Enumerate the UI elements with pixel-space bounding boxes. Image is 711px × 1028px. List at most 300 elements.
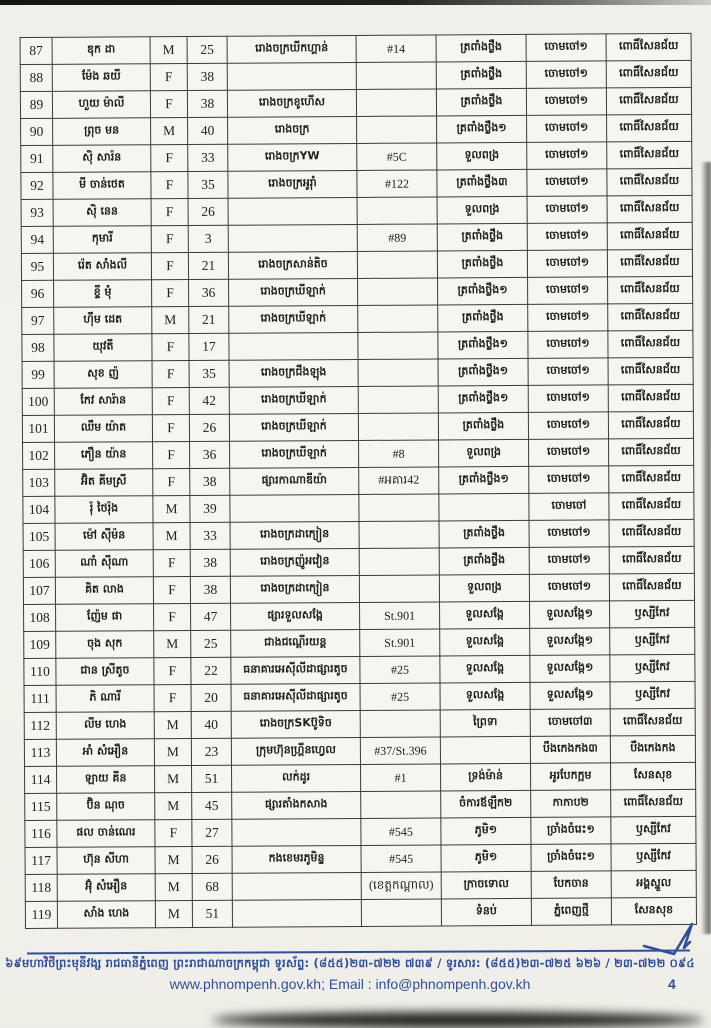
cell-name: ចុង សុក bbox=[56, 631, 154, 659]
cell-occupation: កងខេមរភូមិន្ទ bbox=[232, 845, 361, 873]
cell-district: ឫស្សីកែវ bbox=[610, 681, 695, 709]
cell-no: 89 bbox=[20, 91, 52, 118]
cell-age: 40 bbox=[191, 711, 231, 738]
cell-gender: M bbox=[150, 36, 187, 63]
cell-name: ឌុក ដា bbox=[52, 37, 150, 65]
table-row bbox=[23, 465, 694, 496]
cell-age: 17 bbox=[189, 333, 229, 360]
cell-occupation bbox=[232, 872, 361, 900]
cell-house bbox=[358, 332, 438, 359]
cell-no: 99 bbox=[22, 361, 54, 388]
cell-occupation: រោងចក្រឃីឡាក់ bbox=[229, 413, 358, 441]
cell-house: #545 bbox=[361, 818, 441, 845]
cell-age: 38 bbox=[190, 576, 230, 603]
resident-table-wrap bbox=[20, 33, 696, 929]
cell-house bbox=[359, 575, 439, 602]
cell-house: St.901 bbox=[360, 602, 440, 629]
cell-name: រ៉ុ ថៃរ៉ុង bbox=[55, 496, 153, 524]
cell-gender: F bbox=[153, 468, 190, 495]
cell-age: 33 bbox=[188, 144, 228, 171]
cell-gender: F bbox=[151, 198, 188, 225]
cell-gender: F bbox=[153, 549, 190, 576]
cell-village: ត្រពាំងថ្លឹង bbox=[437, 223, 527, 251]
table-row bbox=[21, 114, 692, 145]
cell-name: ជាន ស្រីតូច bbox=[56, 658, 154, 686]
cell-no: 94 bbox=[21, 226, 53, 253]
cell-age: 23 bbox=[191, 738, 231, 765]
cell-house: #89 bbox=[357, 224, 437, 251]
cell-name: ឡាយ គីន bbox=[57, 766, 155, 794]
cell-district: ឫស្សីកែវ bbox=[611, 816, 696, 844]
cell-commune: ចោមចៅ១ bbox=[527, 223, 607, 250]
cell-no: 87 bbox=[20, 37, 52, 64]
cell-gender: F bbox=[151, 225, 188, 252]
cell-gender: M bbox=[155, 765, 192, 792]
cell-name: កែវ សារ៉ាន bbox=[54, 388, 152, 416]
cell-occupation: រោងចក្រដាក្យៀន bbox=[230, 521, 359, 549]
cell-age: 36 bbox=[189, 279, 229, 306]
cell-village: ទួលពង្រ bbox=[439, 574, 529, 602]
cell-commune: ចោមចៅ១ bbox=[527, 142, 607, 169]
cell-district: ពោធិ៍សែនជ័យ bbox=[606, 60, 691, 88]
cell-name: អ៊ុំ សំអឿន bbox=[57, 874, 155, 902]
cell-name: ហ៊ឹម ដេត bbox=[54, 307, 152, 335]
cell-village: ក្រាចទោល bbox=[441, 871, 531, 899]
cell-no: 88 bbox=[20, 64, 52, 91]
cell-commune: ភ្នំពេញថ្មី bbox=[531, 898, 611, 925]
cell-house bbox=[358, 305, 438, 332]
table-row bbox=[24, 735, 695, 766]
cell-no: 116 bbox=[25, 820, 57, 847]
cell-name: មី ចាន់ថេត bbox=[53, 172, 151, 200]
cell-no: 102 bbox=[23, 442, 55, 469]
table-row bbox=[25, 870, 696, 901]
cell-village: ត្រពាំងថ្លឹង bbox=[436, 61, 526, 89]
cell-occupation bbox=[232, 818, 361, 846]
footer-contact: www.phnompenh.gov.kh; Email : info@phnompenh.gov.kh bbox=[169, 976, 531, 992]
cell-name: ភិ ណារី bbox=[56, 685, 154, 713]
cell-district: ពោធិ៍សែនជ័យ bbox=[609, 438, 694, 466]
scan-edge-right bbox=[701, 162, 711, 934]
cell-district: សែនសុខ bbox=[611, 897, 696, 925]
cell-commune: ចោមចៅ១ bbox=[526, 88, 606, 115]
cell-village bbox=[440, 736, 530, 764]
cell-no: 92 bbox=[21, 172, 53, 199]
cell-occupation bbox=[232, 899, 361, 927]
cell-age: 27 bbox=[192, 819, 232, 846]
cell-village: ទួលសង្កែ bbox=[440, 628, 530, 656]
table-row bbox=[21, 249, 692, 280]
cell-occupation: រោងចក្រ bbox=[228, 116, 357, 144]
table-row bbox=[24, 627, 695, 658]
cell-gender: F bbox=[153, 576, 190, 603]
cell-village: ត្រពាំងថ្លឹង bbox=[438, 412, 528, 440]
cell-district: ពោធិ៍សែនជ័យ bbox=[607, 168, 692, 196]
cell-village: ត្រពាំងថ្លឹង១ bbox=[438, 277, 528, 305]
cell-occupation: ផ្សារតាំងកសាង bbox=[232, 791, 361, 819]
cell-commune: ចោមចៅ១ bbox=[529, 574, 609, 601]
cell-commune: ទួលសង្កែ១ bbox=[530, 601, 610, 628]
cell-commune: ចោមចៅ១ bbox=[528, 304, 608, 331]
cell-village: ទំនប់ bbox=[441, 898, 531, 926]
cell-no: 110 bbox=[24, 658, 56, 685]
cell-district: ពោធិ៍សែនជ័យ bbox=[608, 411, 693, 439]
cell-commune: បែកចាន bbox=[531, 871, 611, 898]
cell-house: #122 bbox=[357, 170, 437, 197]
cell-village: ត្រពាំងថ្លឹង bbox=[436, 88, 526, 116]
cell-occupation bbox=[229, 332, 358, 360]
cell-age: 26 bbox=[188, 198, 228, 225]
cell-district: ពោធិ៍សែនជ័យ bbox=[606, 33, 691, 61]
table-row bbox=[21, 222, 692, 253]
cell-commune: ចោមចៅ១ bbox=[529, 466, 609, 493]
cell-no: 118 bbox=[25, 874, 57, 901]
cell-no: 91 bbox=[21, 145, 53, 172]
cell-commune: ចោមចៅ១ bbox=[527, 196, 607, 223]
cell-gender: F bbox=[152, 333, 189, 360]
cell-commune: ច្រាំងចំរេះ១ bbox=[531, 817, 611, 844]
cell-no: 107 bbox=[23, 577, 55, 604]
cell-name: កុមារី bbox=[53, 226, 151, 254]
cell-age: 38 bbox=[187, 90, 227, 117]
cell-village: ទ្រង់ម៉ាន់ bbox=[440, 763, 530, 791]
table-row bbox=[21, 168, 692, 199]
cell-commune: ចោមចៅ១ bbox=[527, 115, 607, 142]
cell-house: #545 bbox=[361, 845, 441, 872]
cell-gender: F bbox=[155, 819, 192, 846]
cell-gender: M bbox=[153, 522, 190, 549]
cell-village: ត្រពាំងថ្លឹង bbox=[436, 34, 526, 62]
cell-occupation: រោងចក្រឃីកហ្គាន់ bbox=[227, 35, 356, 63]
cell-gender: M bbox=[155, 873, 192, 900]
cell-district: ឫស្សីកែវ bbox=[610, 654, 695, 682]
cell-commune: ចោមចៅ១ bbox=[529, 547, 609, 574]
cell-house bbox=[356, 89, 436, 116]
cell-gender: F bbox=[154, 657, 191, 684]
table-body bbox=[20, 33, 696, 928]
page-footer bbox=[0, 956, 700, 992]
cell-district: ពោធិ៍សែនជ័យ bbox=[609, 465, 694, 493]
table-row bbox=[23, 438, 694, 469]
cell-occupation: រោងចក្រខូហើស bbox=[227, 89, 356, 117]
table-row bbox=[24, 681, 695, 712]
cell-village: ទួលពង្រ bbox=[439, 439, 529, 467]
cell-commune: ចោមចៅ១ bbox=[528, 412, 608, 439]
cell-house bbox=[358, 278, 438, 305]
cell-age: 25 bbox=[191, 630, 231, 657]
cell-name: ហ៊ុន សីហា bbox=[57, 847, 155, 875]
table-row bbox=[25, 816, 696, 847]
cell-commune: ចោមចៅ១ bbox=[528, 277, 608, 304]
cell-no: 90 bbox=[21, 118, 53, 145]
cell-occupation: ផ្សារទួលសង្កែ bbox=[231, 602, 360, 630]
cell-occupation: រោងចក្រឃីឡាក់ bbox=[229, 305, 358, 333]
cell-occupation: រោងចក្រញ៉ូអវៀន bbox=[230, 548, 359, 576]
cell-no: 108 bbox=[24, 604, 56, 631]
cell-occupation: រោងចក្រឃីឡាក់ bbox=[230, 440, 359, 468]
cell-age: 35 bbox=[188, 171, 228, 198]
cell-village: ត្រពាំងថ្លឹង bbox=[438, 304, 528, 332]
cell-house bbox=[357, 116, 437, 143]
resident-table bbox=[20, 33, 697, 929]
cell-commune: ចោមចៅ១ bbox=[528, 385, 608, 412]
table-row bbox=[24, 600, 695, 631]
scan-edge-top bbox=[0, 0, 711, 5]
cell-house: (ខេត្តកណ្តាល) bbox=[361, 872, 441, 899]
cell-village: ទួលសង្កែ bbox=[440, 655, 530, 683]
cell-district: ពោធិ៍សែនជ័យ bbox=[607, 195, 692, 223]
cell-village: ទួលសង្កែ bbox=[440, 682, 530, 710]
cell-occupation bbox=[230, 494, 359, 522]
cell-gender: F bbox=[154, 603, 191, 630]
table-row bbox=[23, 492, 694, 523]
cell-district: ពោធិ៍សែនជ័យ bbox=[609, 573, 694, 601]
cell-village: ត្រពាំងថ្លឹង bbox=[437, 250, 527, 278]
cell-occupation: ជាងជណ្ដើរយន្ត bbox=[231, 629, 360, 657]
cell-commune: ចោមចៅ bbox=[529, 493, 609, 520]
cell-occupation: ធនាគារអេស៊ីលីដាផ្សារតូច bbox=[231, 683, 360, 711]
cell-gender: M bbox=[154, 630, 191, 657]
cell-name: រ៉េត សាំងលី bbox=[53, 253, 151, 281]
cell-district: ពោធិ៍សែនជ័យ bbox=[607, 249, 692, 277]
cell-occupation: រោងចក្រឃីឡាក់ bbox=[229, 386, 358, 414]
cell-village: ទួលពង្រ bbox=[437, 142, 527, 170]
cell-occupation: ផ្សារកាណាឌីយ៉ា bbox=[230, 467, 359, 495]
cell-house: #8 bbox=[359, 440, 439, 467]
cell-gender: M bbox=[155, 846, 192, 873]
cell-name: ម៉ៅ ស៊ីម៉ន bbox=[55, 523, 153, 551]
cell-district: ពោធិ៍សែនជ័យ bbox=[607, 114, 692, 142]
cell-age: 38 bbox=[190, 468, 230, 495]
cell-no: 119 bbox=[25, 901, 57, 928]
cell-house: #25 bbox=[360, 683, 440, 710]
cell-gender: F bbox=[151, 171, 188, 198]
cell-village: ត្រពាំងថ្លឹង១ bbox=[439, 466, 529, 494]
cell-gender: F bbox=[152, 360, 189, 387]
cell-district: ពោធិ៍សែនជ័យ bbox=[611, 789, 696, 817]
cell-gender: F bbox=[150, 90, 187, 117]
page-number: 4 bbox=[668, 976, 676, 992]
cell-age: 36 bbox=[190, 441, 230, 468]
table-row bbox=[23, 546, 694, 577]
cell-house: #14 bbox=[356, 35, 436, 62]
cell-name: ណាំ ស៊ីណា bbox=[55, 550, 153, 578]
cell-no: 117 bbox=[25, 847, 57, 874]
cell-commune: អូរបែកក្អម bbox=[530, 763, 610, 790]
cell-age: 40 bbox=[188, 117, 228, 144]
table-row bbox=[20, 33, 691, 64]
cell-occupation: លក់ដូរ bbox=[232, 764, 361, 792]
cell-district: ឫស្សីកែវ bbox=[610, 600, 695, 628]
cell-name: ខ្ទី មុំ bbox=[54, 280, 152, 308]
cell-commune: ទួលសង្កែ១ bbox=[530, 655, 610, 682]
cell-district: ពោធិ៍សែនជ័យ bbox=[609, 546, 694, 574]
cell-commune: ចោមចៅ១ bbox=[526, 34, 606, 61]
cell-commune: ចោមចៅ១ bbox=[527, 250, 607, 277]
cell-district: ពោធិ៍សែនជ័យ bbox=[608, 384, 693, 412]
cell-commune: ចោមចៅ១ bbox=[528, 358, 608, 385]
cell-occupation: រោងចក្រSKប៊ូទិច bbox=[231, 710, 360, 738]
cell-house bbox=[359, 548, 439, 575]
cell-occupation: រោងចក្រសាន់តិច bbox=[228, 251, 357, 279]
table-row bbox=[23, 519, 694, 550]
table-row bbox=[22, 411, 693, 442]
cell-no: 98 bbox=[22, 334, 54, 361]
cell-age: 45 bbox=[192, 792, 232, 819]
cell-age: 42 bbox=[189, 387, 229, 414]
cell-house bbox=[361, 899, 441, 926]
cell-no: 103 bbox=[23, 469, 55, 496]
table-row bbox=[25, 789, 696, 820]
cell-name: លីម ហេង bbox=[56, 712, 154, 740]
cell-name: ម៉ែង ឆយី bbox=[52, 64, 150, 92]
cell-gender: F bbox=[152, 414, 189, 441]
cell-district: ពោធិ៍សែនជ័យ bbox=[608, 276, 693, 304]
cell-name: ហួយ ម៉ាលី bbox=[52, 91, 150, 119]
cell-house bbox=[359, 521, 439, 548]
cell-village: ទួលសង្កែ bbox=[440, 601, 530, 629]
cell-no: 104 bbox=[23, 496, 55, 523]
cell-no: 113 bbox=[24, 739, 56, 766]
table-row bbox=[25, 762, 696, 793]
cell-commune: ចោមចៅ១ bbox=[526, 61, 606, 88]
cell-district: ពោធិ៍សែនជ័យ bbox=[606, 87, 691, 115]
table-row bbox=[22, 330, 693, 361]
cell-age: 38 bbox=[190, 549, 230, 576]
cell-gender: F bbox=[152, 387, 189, 414]
cell-age: 39 bbox=[190, 495, 230, 522]
cell-district: បឹងកេងកង bbox=[610, 735, 695, 763]
cell-name: អាំ សំអឿន bbox=[56, 739, 154, 767]
cell-no: 95 bbox=[21, 253, 53, 280]
cell-district: ពោធិ៍សែនជ័យ bbox=[607, 222, 692, 250]
cell-no: 101 bbox=[22, 415, 54, 442]
cell-occupation: រោងចក្រYW bbox=[228, 143, 357, 171]
pen-checkmark-icon bbox=[640, 918, 702, 958]
cell-name: ស៊ិ សារ៉ន bbox=[53, 145, 151, 173]
cell-age: 35 bbox=[189, 360, 229, 387]
cell-occupation: រោងចក្រដាក្យៀន bbox=[230, 575, 359, 603]
cell-no: 96 bbox=[22, 280, 54, 307]
cell-gender: M bbox=[154, 738, 191, 765]
table-row bbox=[22, 303, 693, 334]
cell-village: ភូមិ១ bbox=[441, 844, 531, 872]
cell-village: ទួលពង្រ bbox=[437, 196, 527, 224]
cell-village: ភូមិ១ bbox=[441, 817, 531, 845]
cell-house bbox=[358, 386, 438, 413]
cell-commune: ចោមចៅ១ bbox=[529, 439, 609, 466]
table-row bbox=[22, 276, 693, 307]
cell-district: សែនសុខ bbox=[610, 762, 695, 790]
cell-no: 97 bbox=[22, 307, 54, 334]
cell-occupation: រោងចក្រអូរ៉ាំ bbox=[228, 170, 357, 198]
cell-no: 106 bbox=[23, 550, 55, 577]
cell-name: ស៊ិ នេន bbox=[53, 199, 151, 227]
cell-gender: F bbox=[153, 441, 190, 468]
cell-age: 51 bbox=[192, 900, 232, 927]
cell-occupation: រោងចក្រឃីឡាក់ bbox=[229, 278, 358, 306]
cell-house: #អគារ42 bbox=[359, 467, 439, 494]
cell-village: ត្រពាំងថ្លឹង១ bbox=[438, 385, 528, 413]
cell-age: 3 bbox=[188, 225, 228, 252]
cell-house bbox=[357, 251, 437, 278]
cell-name: គិត លាង bbox=[55, 577, 153, 605]
cell-age: 22 bbox=[191, 657, 231, 684]
cell-commune: ច្រាំងចំរេះ១ bbox=[531, 844, 611, 871]
cell-village: ត្រពាំងថ្លឹង bbox=[439, 520, 529, 548]
cell-commune: ទួលសង្កែ១ bbox=[530, 682, 610, 709]
cell-age: 20 bbox=[191, 684, 231, 711]
cell-house bbox=[360, 710, 440, 737]
cell-name: យុវតី bbox=[54, 334, 152, 362]
cell-gender: M bbox=[151, 117, 188, 144]
scan-shadow-bottom bbox=[212, 1012, 704, 1028]
cell-no: 115 bbox=[25, 793, 57, 820]
table-row bbox=[20, 60, 691, 91]
cell-age: 33 bbox=[190, 522, 230, 549]
cell-occupation bbox=[228, 224, 357, 252]
cell-commune: ចោមចៅ១ bbox=[528, 331, 608, 358]
cell-district: ពោធិ៍សែនជ័យ bbox=[609, 492, 694, 520]
cell-no: 100 bbox=[22, 388, 54, 415]
cell-commune: ចោមចៅ៣ bbox=[530, 709, 610, 736]
cell-name: ប៊ិន ណុច bbox=[57, 793, 155, 821]
cell-name: ញ៉ែម ផា bbox=[56, 604, 154, 632]
cell-no: 93 bbox=[21, 199, 53, 226]
cell-name: ព្រុច មន bbox=[53, 118, 151, 146]
cell-house: #5C bbox=[357, 143, 437, 170]
cell-no: 105 bbox=[23, 523, 55, 550]
cell-no: 114 bbox=[25, 766, 57, 793]
cell-house bbox=[356, 62, 436, 89]
cell-occupation: ធនាគារអេស៊ីលីដាផ្សារតូច bbox=[231, 656, 360, 684]
cell-district: ពោធិ៍សែនជ័យ bbox=[610, 708, 695, 736]
cell-commune: ចោមចៅ១ bbox=[527, 169, 607, 196]
table-row bbox=[23, 573, 694, 604]
cell-village: ចំការឪឡឹក២ bbox=[441, 790, 531, 818]
cell-house: #37/St.396 bbox=[360, 737, 440, 764]
cell-district: ពោធិ៍សែនជ័យ bbox=[607, 141, 692, 169]
cell-no: 109 bbox=[24, 631, 56, 658]
cell-gender: F bbox=[150, 63, 187, 90]
cell-house bbox=[358, 413, 438, 440]
table-row bbox=[22, 384, 693, 415]
cell-gender: M bbox=[153, 495, 190, 522]
cell-age: 21 bbox=[188, 252, 228, 279]
cell-district: ពោធិ៍សែនជ័យ bbox=[609, 519, 694, 547]
cell-gender: M bbox=[152, 306, 189, 333]
table-row bbox=[25, 843, 696, 874]
cell-gender: F bbox=[151, 252, 188, 279]
cell-name: ភឿន យ៉ាន bbox=[55, 442, 153, 470]
cell-house bbox=[359, 494, 439, 521]
cell-name: សាំង ហេង bbox=[57, 901, 155, 929]
cell-district: ពោធិ៍សែនជ័យ bbox=[608, 357, 693, 385]
cell-house bbox=[358, 359, 438, 386]
cell-village bbox=[439, 493, 529, 521]
cell-age: 21 bbox=[189, 306, 229, 333]
table-row bbox=[21, 195, 692, 226]
cell-house bbox=[361, 791, 441, 818]
cell-no: 111 bbox=[24, 685, 56, 712]
cell-occupation bbox=[227, 62, 356, 90]
cell-gender: F bbox=[154, 684, 191, 711]
cell-house: #25 bbox=[360, 656, 440, 683]
cell-occupation: រោងចក្រជឹងឡុង bbox=[229, 359, 358, 387]
cell-district: ពោធិ៍សែនជ័យ bbox=[608, 330, 693, 358]
cell-gender: M bbox=[155, 792, 192, 819]
cell-age: 47 bbox=[191, 603, 231, 630]
